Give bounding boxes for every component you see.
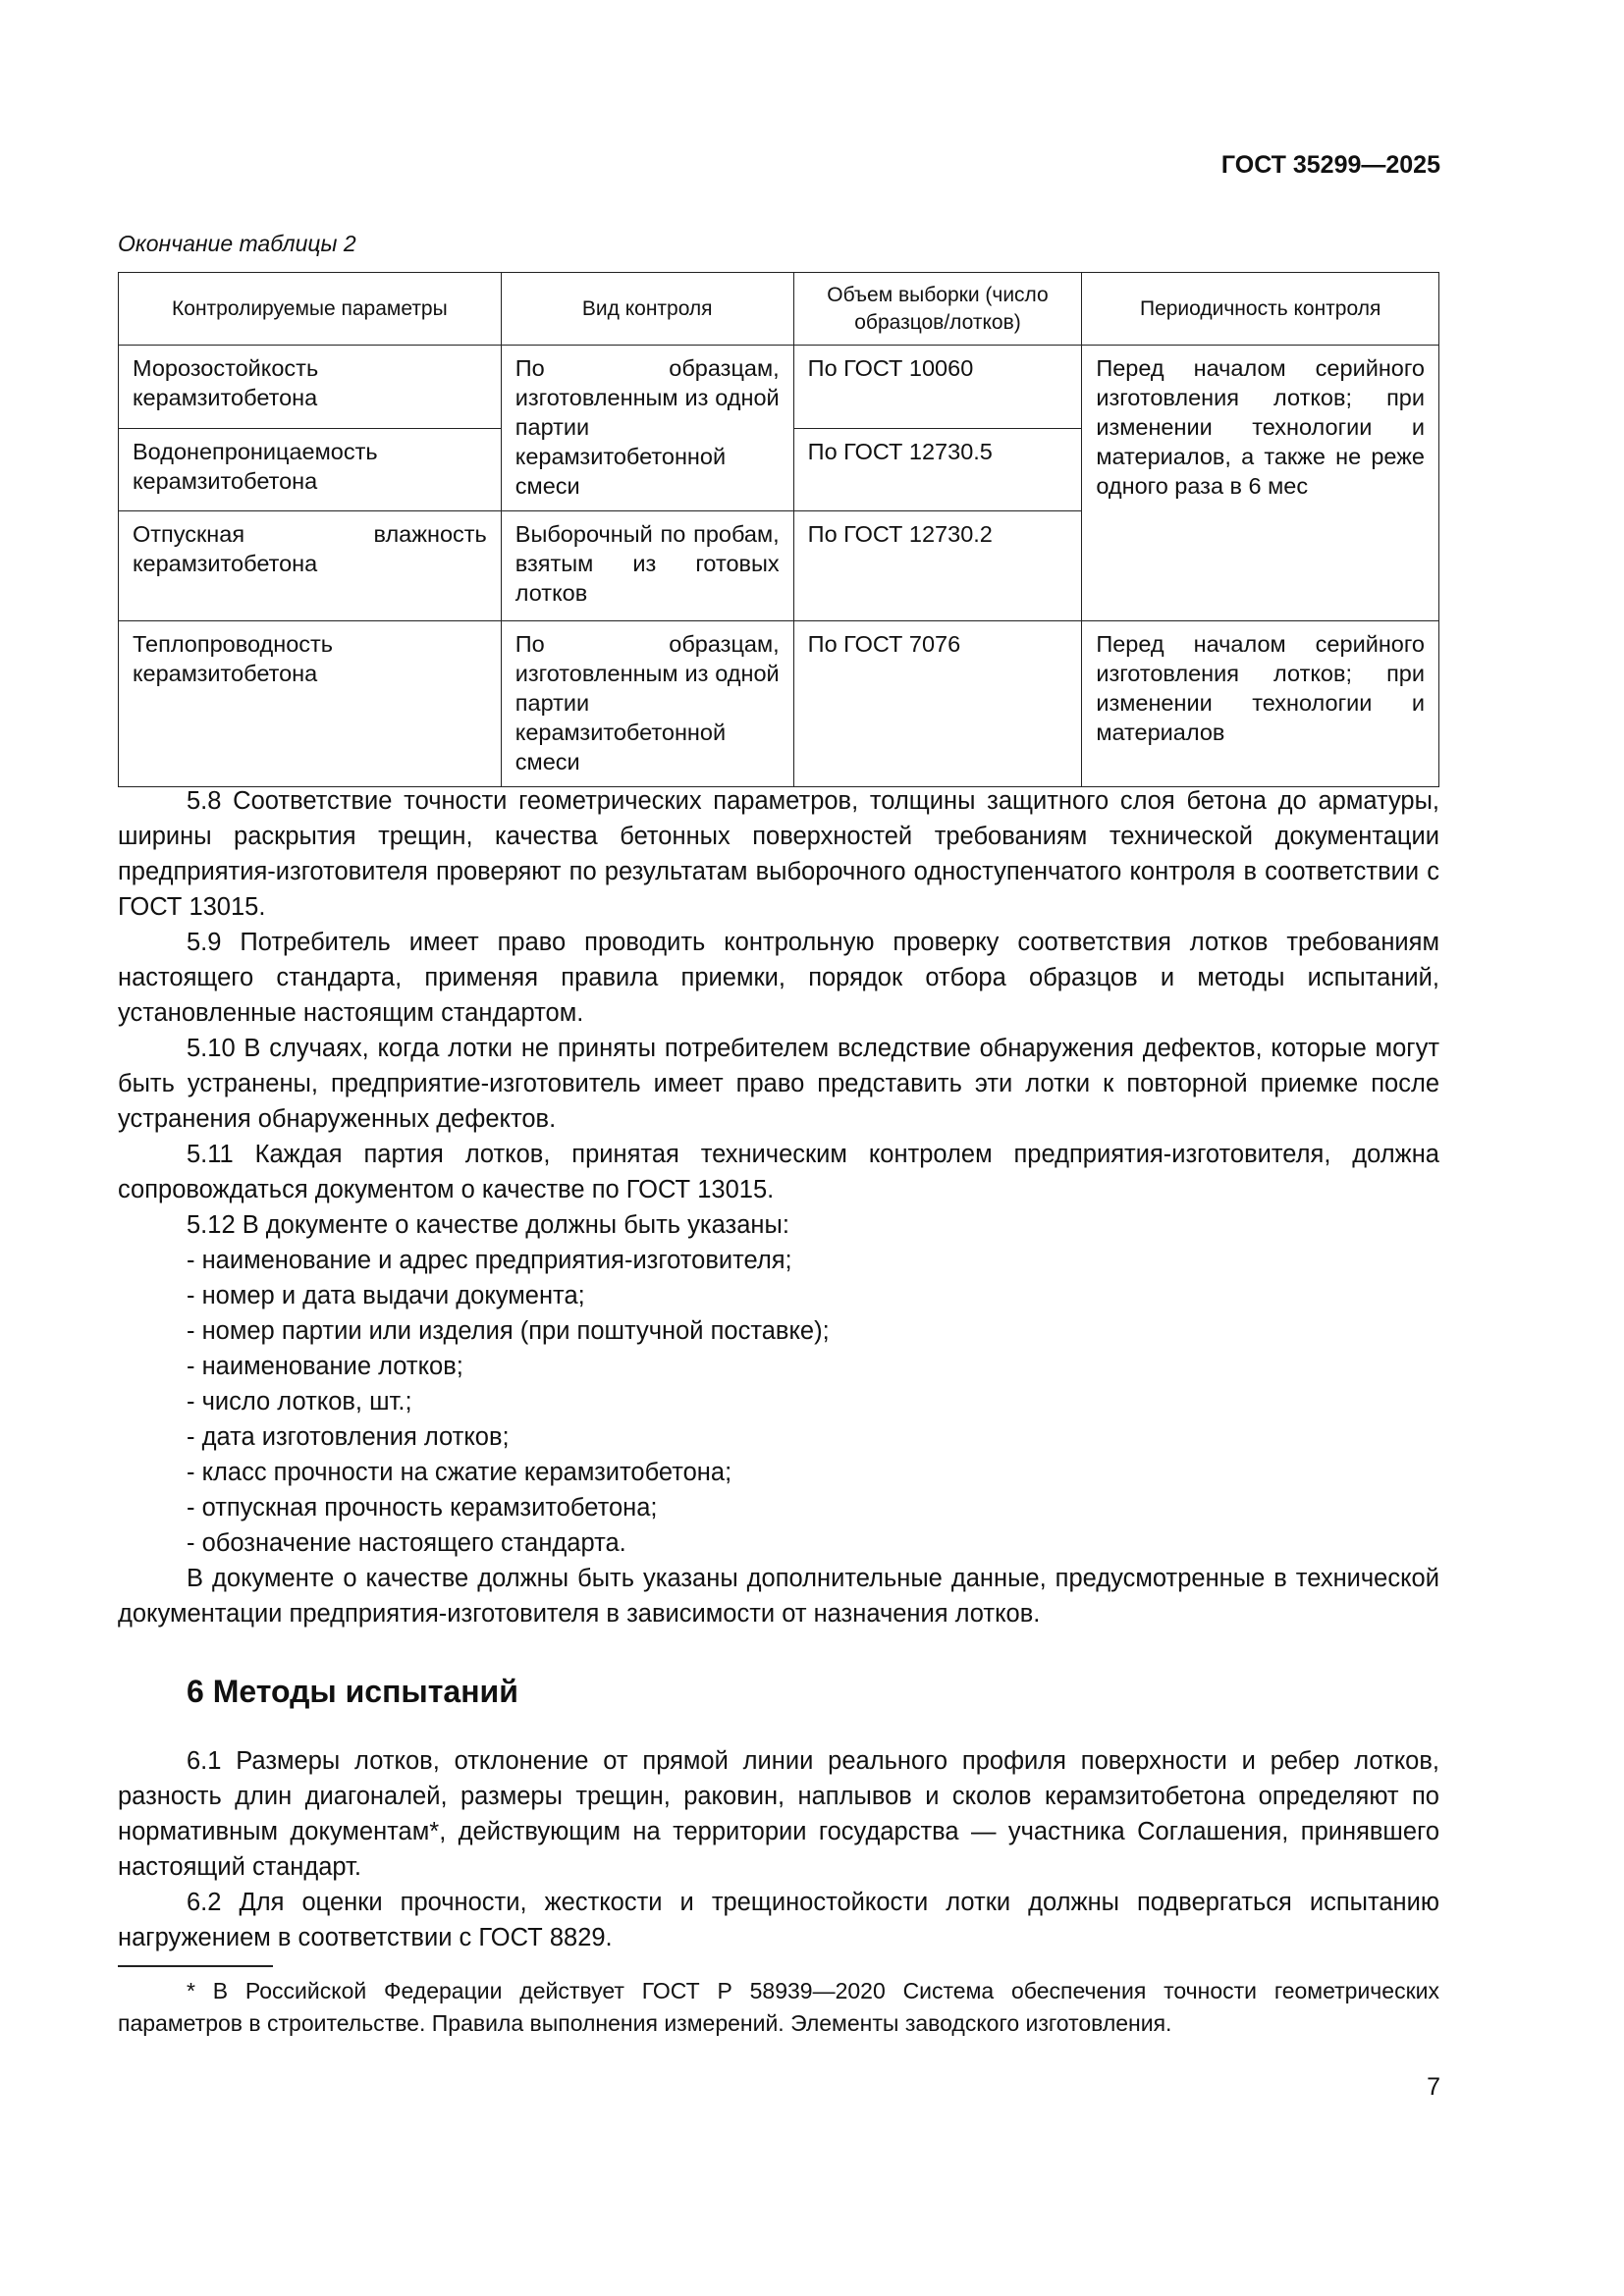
paragraph-6-2: 6.2 Для оценки прочности, жесткости и трещиностойкости лотки должны подвергаться испытанию нагружением в соответствии с ГОСТ 8829. bbox=[118, 1889, 1439, 1951]
document-id: ГОСТ 35299—2025 bbox=[1220, 151, 1440, 179]
list-item: - отпускная прочность керамзитобетона; bbox=[187, 1494, 658, 1522]
list-item: - класс прочности на сжатие керамзитобетона; bbox=[187, 1459, 732, 1486]
column-header-control-type: Вид контроля bbox=[501, 273, 793, 346]
list-item: - дата изготовления лотков; bbox=[187, 1423, 510, 1451]
page-number: 7 bbox=[1427, 2073, 1440, 2101]
cell-parameter: Теплопроводность керамзитобетона bbox=[119, 621, 502, 787]
table-row bbox=[119, 621, 1439, 787]
paragraph-5-10: 5.10 В случаях, когда лотки не приняты потребителем вследствие обнаружения дефектов, которые могут быть устранены, предприятие-изготовитель имеет право представить эти лотки к повторной приемке после устранения обнаруженных дефектов. bbox=[118, 1035, 1439, 1133]
paragraph-additional-data: В документе о качестве должны быть указаны дополнительные данные, предусмотренные в технической документации предприятия-изготовителя в зависимости от назначения лотков. bbox=[118, 1565, 1439, 1628]
list-item: - номер партии или изделия (при поштучной поставке); bbox=[187, 1317, 830, 1345]
list-item: - наименование и адрес предприятия-изготовителя; bbox=[187, 1247, 792, 1274]
paragraph-5-12: 5.12 В документе о качестве должны быть указаны: bbox=[187, 1211, 789, 1239]
list-item: - номер и дата выдачи документа; bbox=[187, 1282, 585, 1309]
table-header-row bbox=[119, 273, 1439, 346]
table-row bbox=[119, 346, 1439, 429]
list-item: - наименование лотков; bbox=[187, 1353, 463, 1380]
cell-periodicity: Перед началом серийного изготовления лотков; при изменении технологии и материалов bbox=[1082, 621, 1439, 787]
column-header-parameter: Контролируемые параметры bbox=[119, 273, 502, 346]
cell-parameter: Морозостойкость керамзитобетона bbox=[119, 346, 502, 429]
paragraph-6-1: 6.1 Размеры лотков, отклонение от прямой линии реального профиля поверхности и ребер лотков, разность длин диагоналей, размеры трещин, раковин, наплывов и сколов керамзитобетона определяют по нормативным документам*, действующим на территории государства — участника Соглашения, принявшего настоящий стандарт. bbox=[118, 1747, 1439, 1881]
cell-control-type: По образцам, изготовленным из одной партии керамзитобетонной смеси bbox=[501, 346, 793, 511]
cell-sample-size: По ГОСТ 7076 bbox=[793, 621, 1082, 787]
section-6-text bbox=[118, 1743, 1439, 1955]
table-caption: Окончание таблицы 2 bbox=[118, 231, 356, 256]
cell-sample-size: По ГОСТ 12730.5 bbox=[793, 428, 1082, 511]
list-item: - обозначение настоящего стандарта. bbox=[187, 1529, 626, 1557]
section-heading: 6 Методы испытаний bbox=[187, 1674, 518, 1709]
cell-parameter: Отпускная влажность керамзитобетона bbox=[119, 511, 502, 621]
column-header-sample-size: Объем выборки (число образцов/лотков) bbox=[793, 273, 1082, 346]
paragraph-5-8: 5.8 Соответствие точности геометрических параметров, толщины защитного слоя бетона до арматуры, ширины раскрытия трещин, качества бетонных поверхностей требованиям технической документации предприятия-изготовителя проверяют по результатам выборочного одноступенчатого контроля в соответствии с ГОСТ 13015. bbox=[118, 787, 1439, 921]
control-table bbox=[118, 272, 1439, 787]
cell-sample-size: По ГОСТ 10060 bbox=[793, 346, 1082, 429]
cell-periodicity: Перед началом серийного изготовления лотков; при изменении технологии и материалов, а также не реже одного раза в 6 мес bbox=[1082, 346, 1439, 621]
section-5-text bbox=[118, 783, 1439, 1631]
footnote: * В Российской Федерации действует ГОСТ Р 58939—2020 Система обеспечения точности геометрических параметров в строительстве. Правила выполнения измерений. Элементы заводского изготовления. bbox=[118, 1978, 1439, 2036]
cell-sample-size: По ГОСТ 12730.2 bbox=[793, 511, 1082, 621]
cell-control-type: По образцам, изготовленным из одной партии керамзитобетонной смеси bbox=[501, 621, 793, 787]
list-item: - число лотков, шт.; bbox=[187, 1388, 412, 1415]
column-header-periodicity: Периодичность контроля bbox=[1082, 273, 1439, 346]
cell-parameter: Водонепроницаемость керамзитобетона bbox=[119, 428, 502, 511]
paragraph-5-9: 5.9 Потребитель имеет право проводить контрольную проверку соответствия лотков требованиям настоящего стандарта, применяя правила приемки, порядок отбора образцов и методы испытаний, установленные настоящим стандартом. bbox=[118, 929, 1439, 1027]
paragraph-5-11: 5.11 Каждая партия лотков, принятая техническим контролем предприятия-изготовителя, должна сопровождаться документом о качестве по ГОСТ 13015. bbox=[118, 1141, 1439, 1203]
footnote-divider bbox=[118, 1965, 273, 1967]
cell-control-type: Выборочный по пробам, взятым из готовых лотков bbox=[501, 511, 793, 621]
